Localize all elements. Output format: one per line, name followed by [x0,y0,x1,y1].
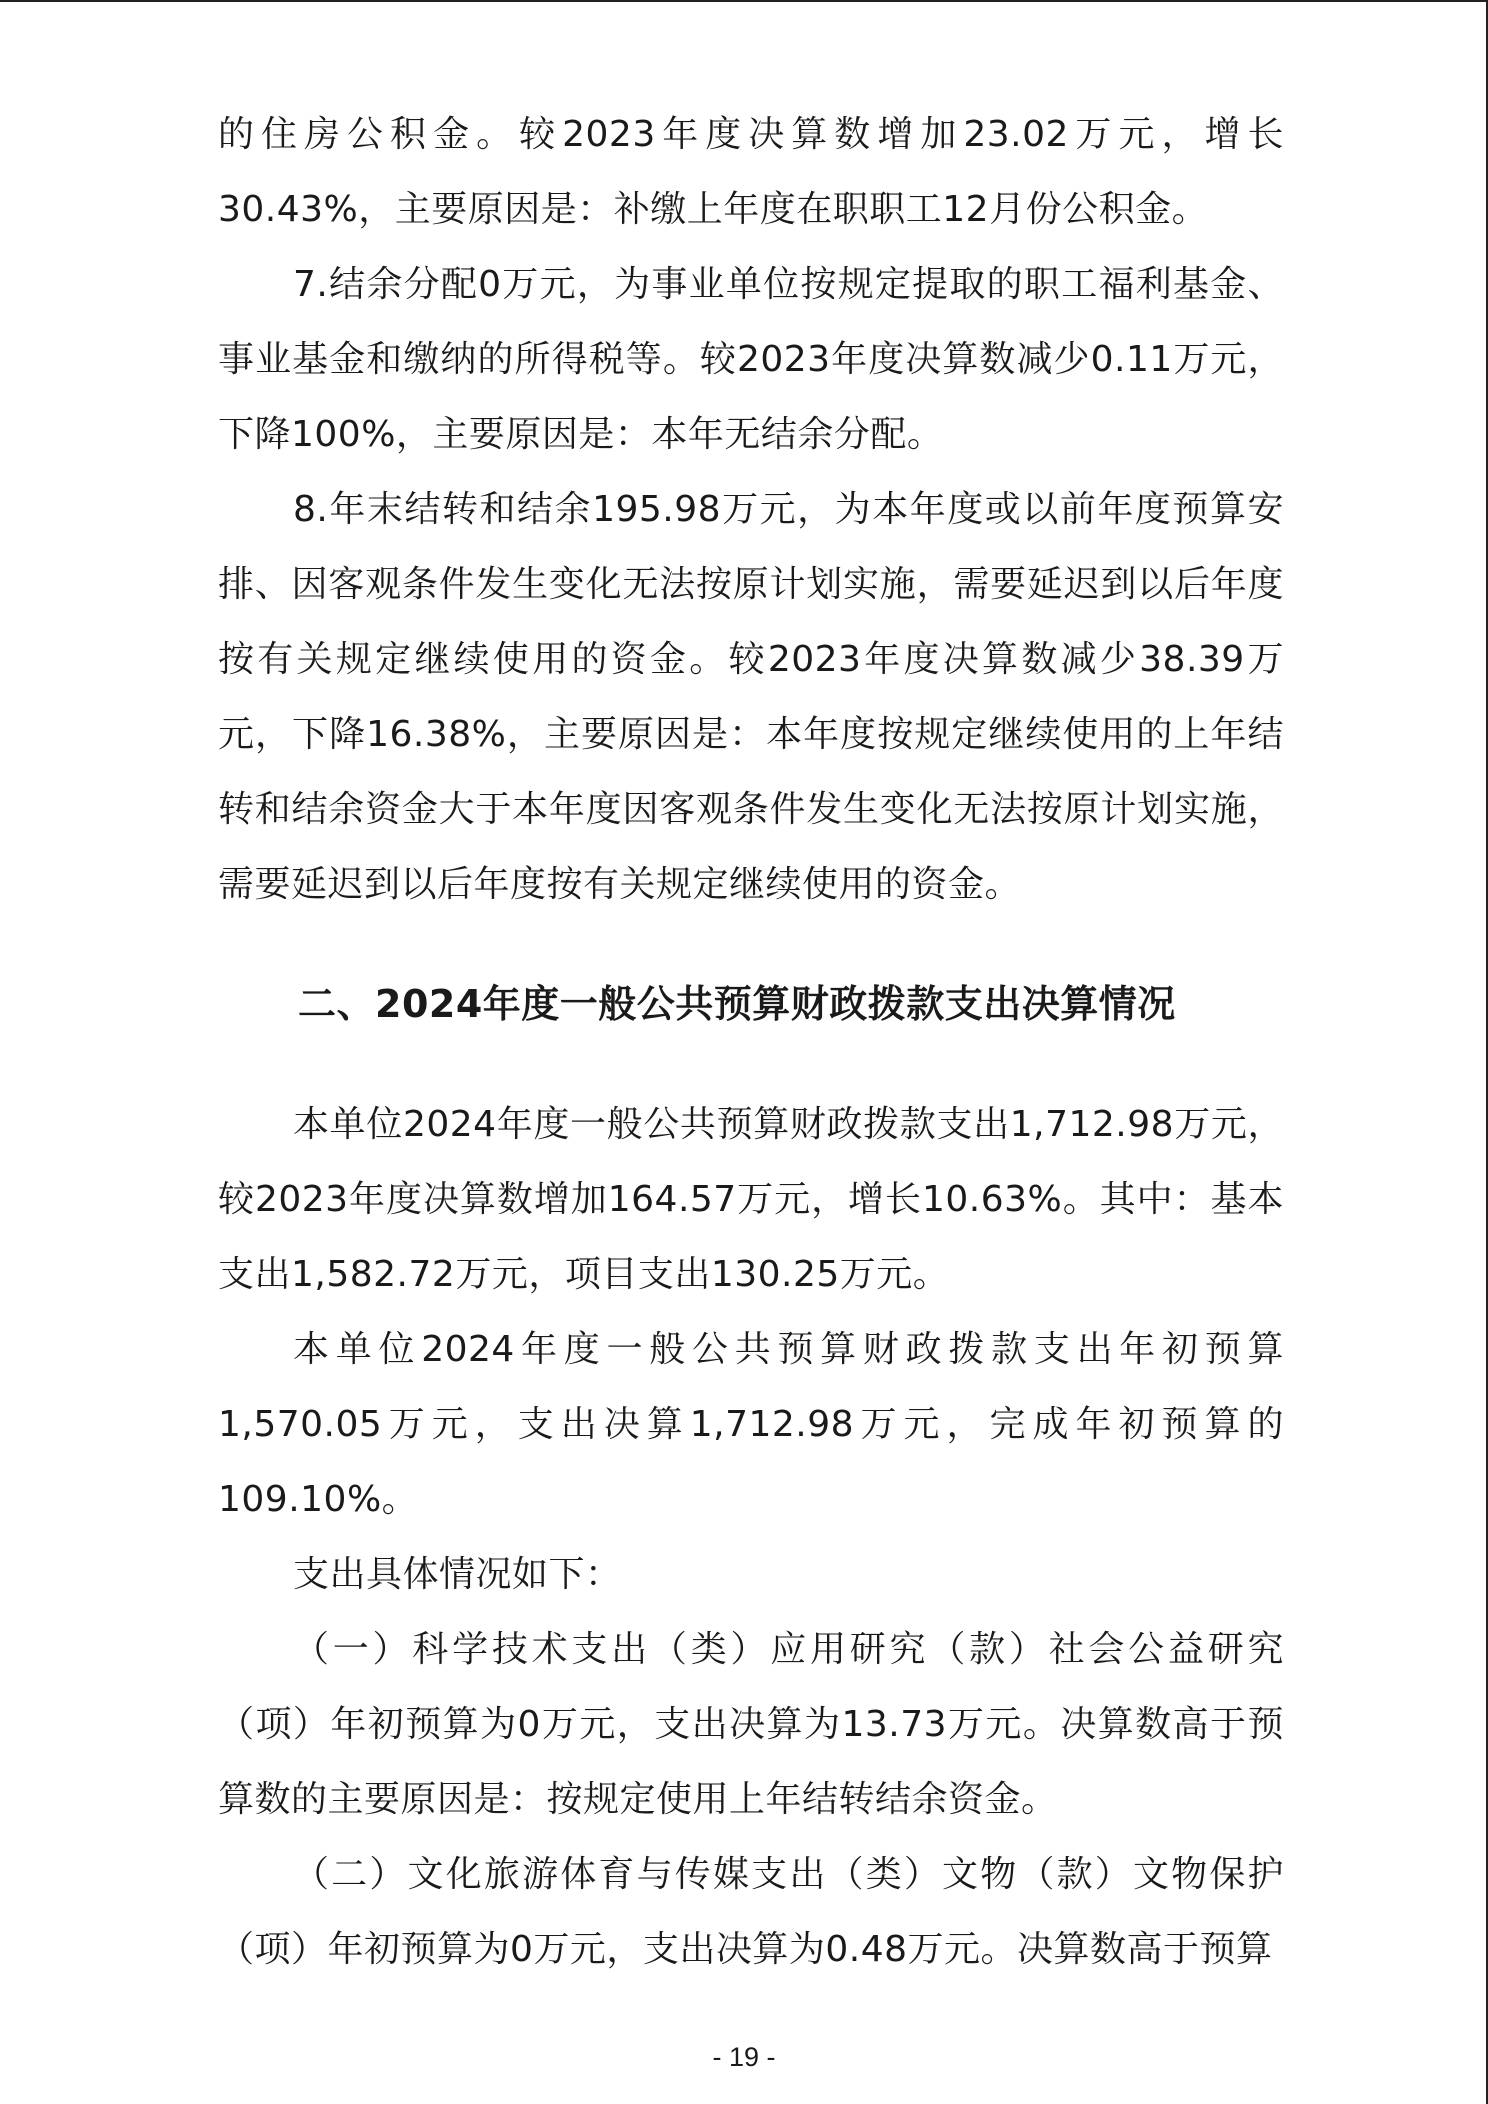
paragraph-budget-completion: 本单位2024年度一般公共预算财政拨款支出年初预算1,570.05万元，支出决算1,712.98万元，完成年初预算的109.10%。 [218,1329,1284,1520]
page-content [218,97,1284,1987]
paragraph-science-expenditure: （一）科学技术支出（类）应用研究（款）社会公益研究（项）年初预算为0万元，支出决算为13.73万元。决算数高于预算数的主要原因是：按规定使用上年结转结余资金。 [218,1629,1284,1820]
paragraph-housing-fund: 的住房公积金。较2023年度决算数增加23.02万元，增长30.43%，主要原因是：补缴上年度在职职工12月份公积金。 [218,114,1284,230]
paragraph-culture-expenditure: （二）文化旅游体育与传媒支出（类）文物（款）文物保护（项）年初预算为0万元，支出决算为0.48万元。决算数高于预算 [218,1854,1284,1970]
paragraph-surplus-distribution: 7.结余分配0万元，为事业单位按规定提取的职工福利基金、事业基金和缴纳的所得税等。较2023年度决算数减少0.11万元，下降100%，主要原因是：本年无结余分配。 [218,264,1284,455]
section-heading: 二、2024年度一般公共预算财政拨款支出决算情况 [298,982,1176,1026]
paragraph-details-intro: 支出具体情况如下： [293,1554,622,1595]
page-number: - 19 - [712,2042,776,2072]
paragraph-year-end-balance: 8.年末结转和结余195.98万元，为本年度或以前年度预算安排、因客观条件发生变化无法按原计划实施，需要延迟到以后年度按有关规定继续使用的资金。较2023年度决算数减少38.39万元，下降16.38%，主要原因是：本年度按规定继续使用的上年结转和结余资金大于本年度因客观条件发生变化无法按原计划实施，需要延迟到以后年度按有关规定继续使用的资金。 [218,489,1284,905]
paragraph-expenditure-total: 本单位2024年度一般公共预算财政拨款支出1,712.98万元，较2023年度决算数增加164.57万元，增长10.63%。其中：基本支出1,582.72万元，项目支出130.25万元。 [218,1104,1284,1295]
